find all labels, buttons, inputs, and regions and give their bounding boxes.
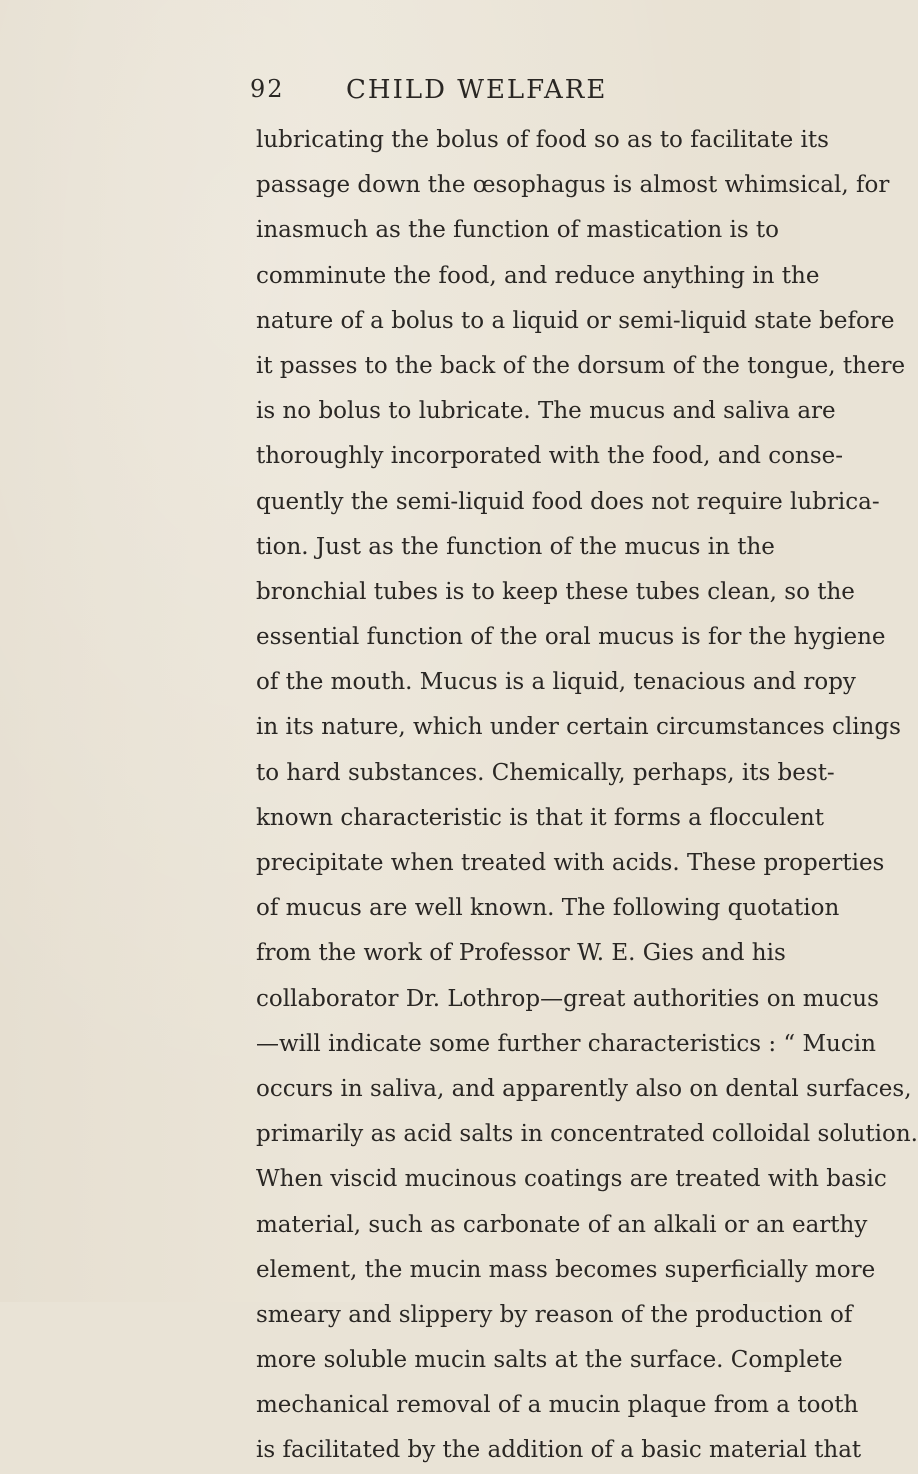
text-line: bronchial tubes is to keep these tubes clean, so the [256, 578, 855, 605]
text-line: When viscid mucinous coatings are treated with basic [256, 1166, 887, 1193]
text-line: more soluble mucin salts at the surface. Complete [256, 1347, 843, 1374]
text-line: —will indicate some further characteristics : “ Mucin [256, 1030, 876, 1057]
text-line: mechanical removal of a mucin plaque from a tooth [256, 1392, 859, 1419]
text-line: precipitate when treated with acids. These properties [256, 850, 885, 876]
text-line: known characteristic is that it forms a flocculent [256, 804, 824, 831]
text-line: material, such as carbonate of an alkali or an earthy [256, 1211, 868, 1238]
body-text [256, 118, 918, 1474]
text-line: passage down the œsophagus is almost whimsical, for [256, 172, 890, 199]
text-line: occurs in saliva, and apparently also on dental surfaces, [256, 1075, 912, 1102]
text-line: comminute the food, and reduce anything in the [256, 262, 820, 289]
running-title: CHILD WELFARE [346, 75, 608, 105]
text-line: essential function of the oral mucus is for the hygiene [256, 624, 886, 651]
text-line: collaborator Dr. Lothrop—great authorities on mucus [256, 985, 879, 1012]
text-line: lubricating the bolus of food so as to facilitate its [256, 127, 829, 153]
text-line: smeary and slippery by reason of the production of [256, 1301, 853, 1328]
text-line: is facilitated by the addition of a basic material that [256, 1437, 862, 1464]
text-line: to hard substances. Chemically, perhaps, its best- [256, 759, 835, 786]
page-number: 92 [250, 75, 285, 103]
text-line: thoroughly incorporated with the food, and conse- [256, 443, 844, 470]
text-line: quently the semi-liquid food does not require lubrica- [256, 488, 880, 515]
text-line: it passes to the back of the dorsum of the tongue, there [256, 352, 906, 379]
text-line: inasmuch as the function of mastication is to [256, 217, 780, 244]
text-line: tion. Just as the function of the mucus in the [256, 533, 775, 560]
text-line: nature of a bolus to a liquid or semi-liquid state before [256, 307, 895, 334]
text-line: from the work of Professor W. E. Gies and his [256, 940, 786, 967]
text-line: in its nature, which under certain circumstances clings [256, 714, 901, 741]
text-line: primarily as acid salts in concentrated colloidal solution. [256, 1121, 918, 1148]
text-line: is no bolus to lubricate. The mucus and saliva are [256, 398, 836, 425]
text-line: of the mouth. Mucus is a liquid, tenacious and ropy [256, 669, 856, 696]
running-head [250, 75, 770, 115]
text-line: of mucus are well known. The following quotation [256, 895, 840, 922]
text-line: element, the mucin mass becomes superficially more [256, 1256, 876, 1283]
